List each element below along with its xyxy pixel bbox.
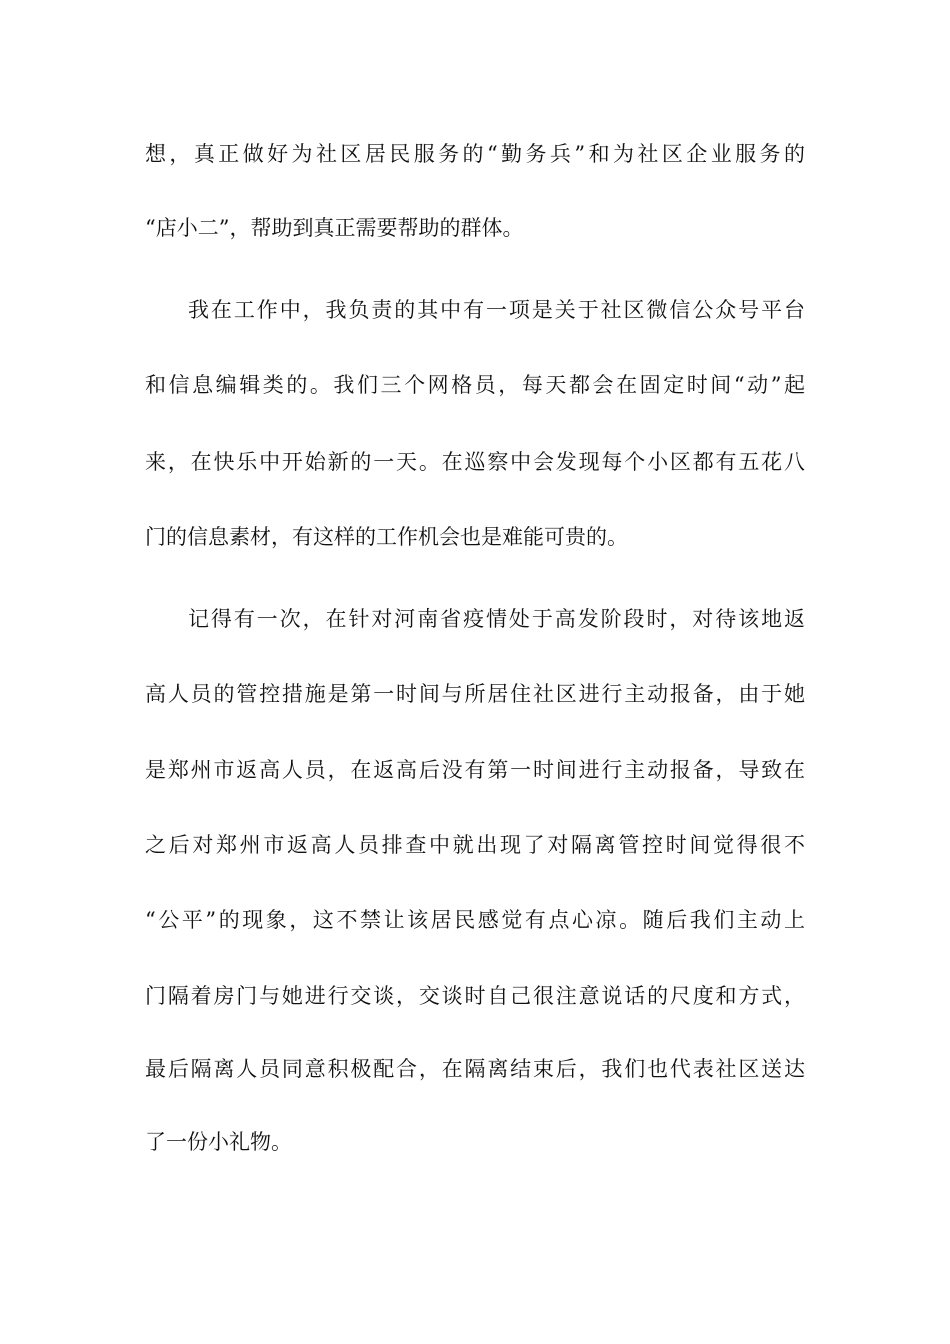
- paragraph-first-line: 我在工作中，我负责的其中有一项是关于社区微信公众号平台: [188, 298, 805, 322]
- text-line: 最后隔离人员同意积极配合，在隔离结束后，我们也代表社区送达: [145, 1057, 805, 1081]
- text-line: “公平”的现象，这不禁让该居民感觉有点心凉。随后我们主动上: [145, 908, 805, 932]
- text-line: 门的信息素材，有这样的工作机会也是难能可贵的。: [145, 525, 628, 549]
- text-line: 是郑州市返高人员，在返高后没有第一时间进行主动报备，导致在: [145, 758, 805, 782]
- text-line: 想，真正做好为社区居民服务的“勤务兵”和为社区企业服务的: [145, 142, 805, 166]
- paragraph-first-line: 记得有一次，在针对河南省疫情处于高发阶段时，对待该地返: [188, 607, 805, 631]
- text-line: “店小二”，帮助到真正需要帮助的群体。: [145, 216, 524, 240]
- text-line: 来，在快乐中开始新的一天。在巡察中会发现每个小区都有五花八: [145, 450, 805, 474]
- text-line: 和信息编辑类的。我们三个网格员，每天都会在固定时间“动”起: [145, 373, 805, 397]
- text-line: 了一份小礼物。: [145, 1130, 292, 1154]
- text-line: 高人员的管控措施是第一时间与所居住社区进行主动报备，由于她: [145, 682, 805, 706]
- text-line: 之后对郑州市返高人员排查中就出现了对隔离管控时间觉得很不: [145, 833, 805, 857]
- text-line: 门隔着房门与她进行交谈，交谈时自己很注意说话的尺度和方式，: [145, 984, 805, 1008]
